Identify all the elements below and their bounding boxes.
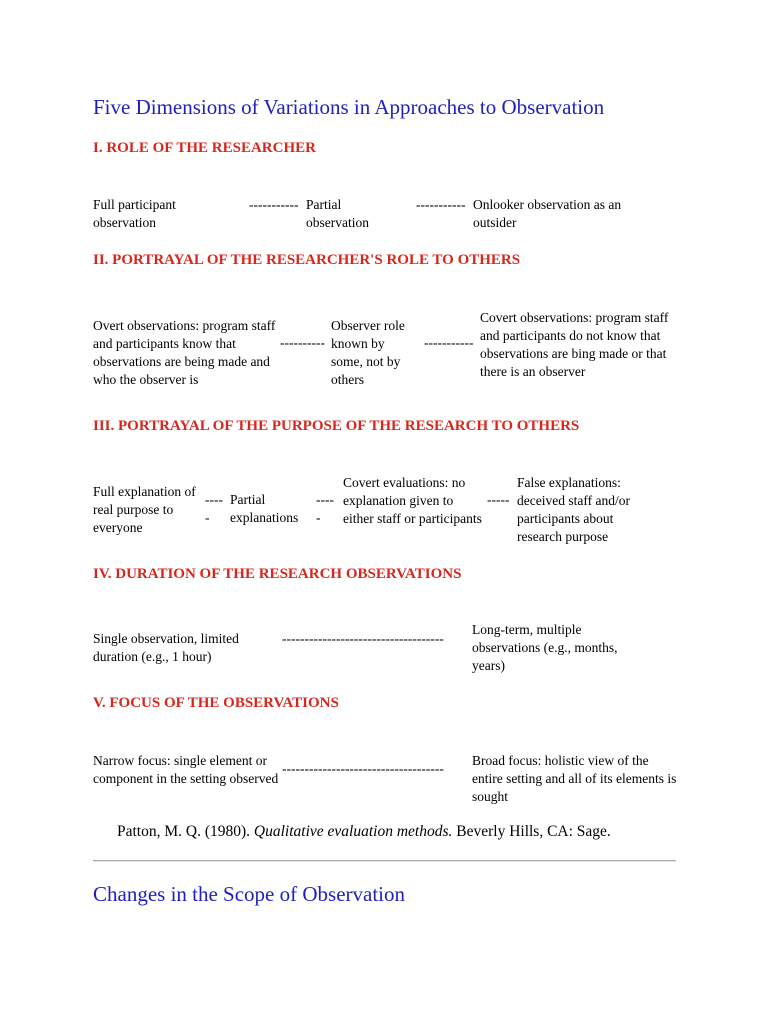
item-narrow-focus: Narrow focus: single element or component in the setting observed [93, 753, 279, 786]
second-heading: Changes in the Scope of Observation [93, 882, 406, 906]
section-title-focus: V. FOCUS OF THE OBSERVATIONS [93, 695, 339, 711]
item-covert-observations: Covert observations: program staff and participants do not know that observations are bing made or that there is an observer [480, 310, 669, 379]
item-covert-evaluations: Covert evaluations: no explanation given to either staff or participants [343, 475, 482, 526]
item-overt-observations: Overt observations: program staff and participants know that observations are being made and who the observer is [93, 318, 276, 387]
item-broad-focus: Broad focus: holistic view of the entire setting and all of its elements is sought [472, 753, 677, 804]
citation-title: Qualitative evaluation methods. [253, 823, 453, 840]
item-partial-explanations: Partial explanations [230, 492, 299, 525]
dash-connector: ----- [487, 492, 510, 507]
item-false-explanations: False explanations: deceived staff and/or participants about research purpose [517, 475, 630, 544]
item-single-observation: Single observation, limited duration (e.g., 1 hour) [93, 631, 239, 664]
dash-connector: ----------- [424, 335, 474, 350]
section-title-portrayal-role: II. PORTRAYAL OF THE RESEARCHER'S ROLE TO OTHERS [93, 252, 521, 268]
section-title-duration: IV. DURATION OF THE RESEARCH OBSERVATIONS [93, 566, 462, 582]
item-observer-role-known: Observer role known by some, not by others [331, 318, 405, 387]
citation [117, 823, 611, 841]
citation-publisher: Beverly Hills, CA: Sage. [452, 823, 611, 840]
citation-author: Patton, M. Q. (1980). [117, 823, 254, 840]
dash-connector: ------------------------------------ [282, 761, 444, 776]
section-title-role: I. ROLE OF THE RESEARCHER [93, 140, 316, 156]
dash-connector: ----------- [416, 197, 466, 212]
dash-connector: ----- [316, 492, 334, 525]
dash-connector: ----- [205, 492, 223, 525]
item-full-explanation: Full explanation of real purpose to everyone [93, 484, 196, 535]
horizontal-rule [93, 860, 676, 862]
main-heading: Five Dimensions of Variations in Approaches to Observation [93, 95, 605, 119]
item-onlooker-observation: Onlooker observation as an outsider [473, 197, 622, 230]
item-long-term-observation: Long-term, multiple observations (e.g., months, years) [472, 622, 618, 673]
dash-connector: ------------------------------------ [282, 631, 444, 646]
section-title-portrayal-purpose: III. PORTRAYAL OF THE PURPOSE OF THE RESEARCH TO OTHERS [93, 418, 580, 434]
dash-connector: ----------- [249, 197, 299, 212]
item-full-participant: Full participant observation [93, 197, 176, 230]
item-partial-observation: Partial observation [306, 197, 369, 230]
dash-connector: ---------- [280, 335, 325, 350]
